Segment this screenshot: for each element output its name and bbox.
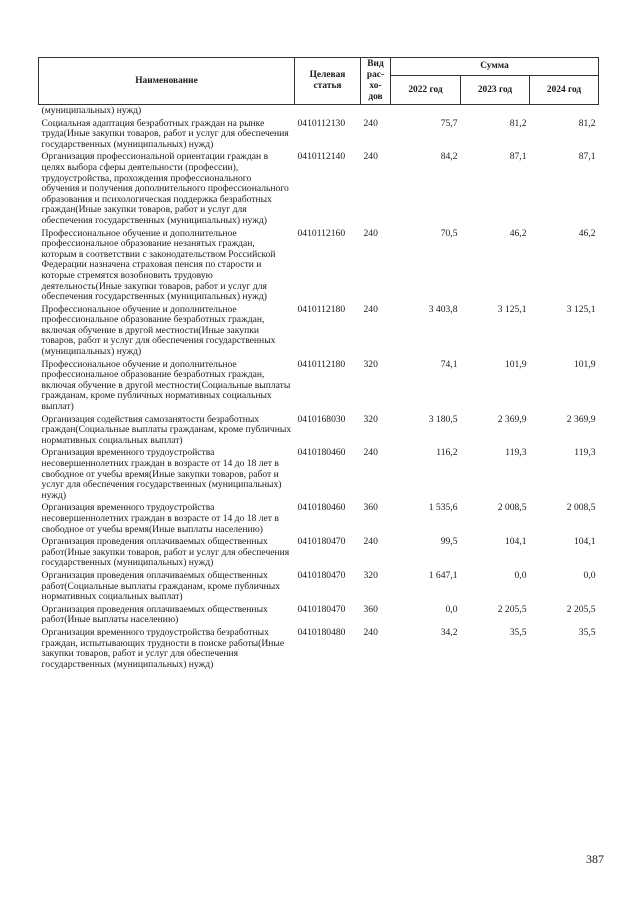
row-target-article: 0410180470 [297,603,346,615]
header-target-article: Целевая статья [295,58,361,105]
table-row [39,605,599,628]
row-sum-2022: 74,1 [440,358,458,370]
table-row [39,571,599,605]
row-sum-2022: 70,5 [440,227,458,239]
table-row [39,119,599,153]
row-sum-2024: 3 125,1 [566,303,596,315]
row-name: Организация временного трудоустройства несовершеннолетних граждан в возрасте от 14 до 18 лет в свободное от учебы время(Иные закупки товаров, работ и услуг для обеспечения государственных (муниципальных) нужд) [41,447,282,501]
row-sum-2023: 35,5 [509,626,527,638]
row-sum-2024: 2 205,5 [566,603,596,615]
row-name: Профессиональное обучение и дополнительное профессиональное образование незанятых граждан, которым в соответствии с законодательством Российской Федерации назначена страховая пенсия по старости и которые стремятся возобновить трудовую деятельность(Иные закупки товаров, работ и услуг для обеспечения государственных (муниципальных) нужд) [41,227,276,303]
row-sum-2022: 1 535,6 [428,502,458,514]
table-row [39,503,599,537]
row-target-article: 0410112180 [297,358,346,370]
row-sum-2023: 81,2 [509,117,527,129]
row-expense-type: 320 [363,413,378,425]
row-sum-2022: 1 647,1 [428,569,458,581]
table-row [39,415,599,449]
row-name: Профессиональное обучение и дополнительное профессиональное образование безработных граждан, включая обучение в другой местности(Социальные выплаты гражданам, кроме публичных нормативных социальных выплат) [41,358,291,413]
row-target-article: 0410112140 [297,151,346,163]
row-sum-2022: 75,7 [440,117,458,129]
row-name: Организация временного трудоустройства безработных граждан, испытывающих трудности в поиске работы(Иные закупки товаров, работ и услуг для обеспечения государственных (муниципальных) нужд) [41,626,285,670]
row-sum-2024: 46,2 [578,227,596,239]
continuation-row [39,105,599,119]
row-target-article: 0410112160 [297,227,346,239]
row-sum-2023: 2 008,5 [497,502,527,514]
header-expense-type: Вид рас-хо-дов [361,58,391,105]
row-expense-type: 240 [363,447,378,459]
row-expense-type: 320 [363,569,378,581]
header-year-2024: 2024 год [530,76,599,105]
continuation-text: (муниципальных) нужд) [41,105,142,116]
row-sum-2022: 3 403,8 [428,303,458,315]
row-target-article: 0410180470 [297,536,346,548]
row-name: Профессиональное обучение и дополнительное профессиональное образование безработных граждан, включая обучение в другой местности(Иные закупки товаров, работ и услуг для обеспечения государственных (муниципальных) нужд) [41,303,276,358]
header-year-2022: 2022 год [391,76,461,105]
row-name: Организация проведения оплачиваемых общественных работ(Иные закупки товаров, работ и услуг для обеспечения государственных (муниципальных) нужд) [41,536,290,569]
row-sum-2024: 2 008,5 [566,502,596,514]
row-sum-2024: 2 369,9 [566,413,596,425]
row-sum-2022: 34,2 [440,626,458,638]
document-page [38,57,598,672]
row-target-article: 0410168030 [297,413,346,425]
row-target-article: 0410180460 [297,502,346,514]
table-row [39,448,599,503]
row-expense-type: 360 [363,502,378,514]
row-target-article: 0410180460 [297,447,346,459]
table-row [39,360,599,415]
row-expense-type: 240 [363,303,378,315]
row-sum-2024: 104,1 [573,536,596,548]
table-row [39,305,599,360]
row-sum-2024: 87,1 [578,151,596,163]
row-sum-2022: 116,2 [436,447,458,459]
row-sum-2023: 2 369,9 [497,413,527,425]
row-name: Организация профессиональной ориентации граждан в целях выбора сферы деятельности (профессии), трудоустройства, прохождения профессионального обучения и получения дополнительного профессионального образования и психологическая поддержка безработных граждан(Иные закупки товаров, работ и услуг для обеспечения государственных (муниципальных) нужд) [41,151,289,226]
row-expense-type: 240 [363,626,378,638]
row-sum-2022: 0,0 [445,603,458,615]
row-expense-type: 240 [363,117,378,129]
header-year-2023: 2023 год [461,76,530,105]
table-body [39,105,599,673]
row-sum-2023: 87,1 [509,151,527,163]
row-sum-2023: 3 125,1 [497,303,527,315]
row-sum-2024: 0,0 [583,569,596,581]
row-sum-2023: 0,0 [514,569,527,581]
row-expense-type: 360 [363,603,378,615]
table-header [39,58,599,105]
header-sum: Сумма [391,58,599,76]
row-sum-2024: 119,3 [574,447,596,459]
row-sum-2024: 35,5 [578,626,596,638]
table-row [39,229,599,305]
row-expense-type: 320 [363,358,378,370]
row-name: Организация проведения оплачиваемых общественных работ(Иные выплаты населению) [41,603,268,626]
row-expense-type: 240 [363,227,378,239]
row-expense-type: 240 [363,536,378,548]
row-name: Организация временного трудоустройства несовершеннолетних граждан в возрасте от 14 до 18 лет в свободное от учебы время(Иные выплаты населению) [41,502,279,535]
row-sum-2024: 101,9 [573,358,596,370]
row-target-article: 0410180470 [297,569,346,581]
row-sum-2023: 104,1 [504,536,527,548]
row-name: Социальная адаптация безработных граждан на рынке труда(Иные закупки товаров, работ и услуг для обеспечения государственных (муниципальных) нужд) [41,117,289,150]
page-number: 387 [586,852,604,866]
row-sum-2023: 119,3 [505,447,527,459]
row-target-article: 0410112130 [297,117,346,129]
header-name: Наименование [39,58,295,105]
row-expense-type: 240 [363,151,378,163]
row-sum-2022: 84,2 [440,151,458,163]
row-sum-2023: 46,2 [509,227,527,239]
row-name: Организация проведения оплачиваемых общественных работ(Социальные выплаты гражданам, кроме публичных нормативных социальных выплат) [41,569,281,603]
row-target-article: 0410112180 [297,303,346,315]
row-sum-2024: 81,2 [578,117,596,129]
row-name: Организация содействия самозанятости безработных граждан(Социальные выплаты гражданам, кроме публичных нормативных социальных выплат) [41,413,292,446]
row-sum-2022: 99,5 [440,536,458,548]
table-row [39,537,599,571]
row-target-article: 0410180480 [297,626,346,638]
row-sum-2023: 101,9 [504,358,527,370]
budget-table [38,57,599,672]
row-sum-2022: 3 180,5 [428,413,458,425]
row-sum-2023: 2 205,5 [497,603,527,615]
table-row [39,628,599,672]
table-row [39,152,599,228]
